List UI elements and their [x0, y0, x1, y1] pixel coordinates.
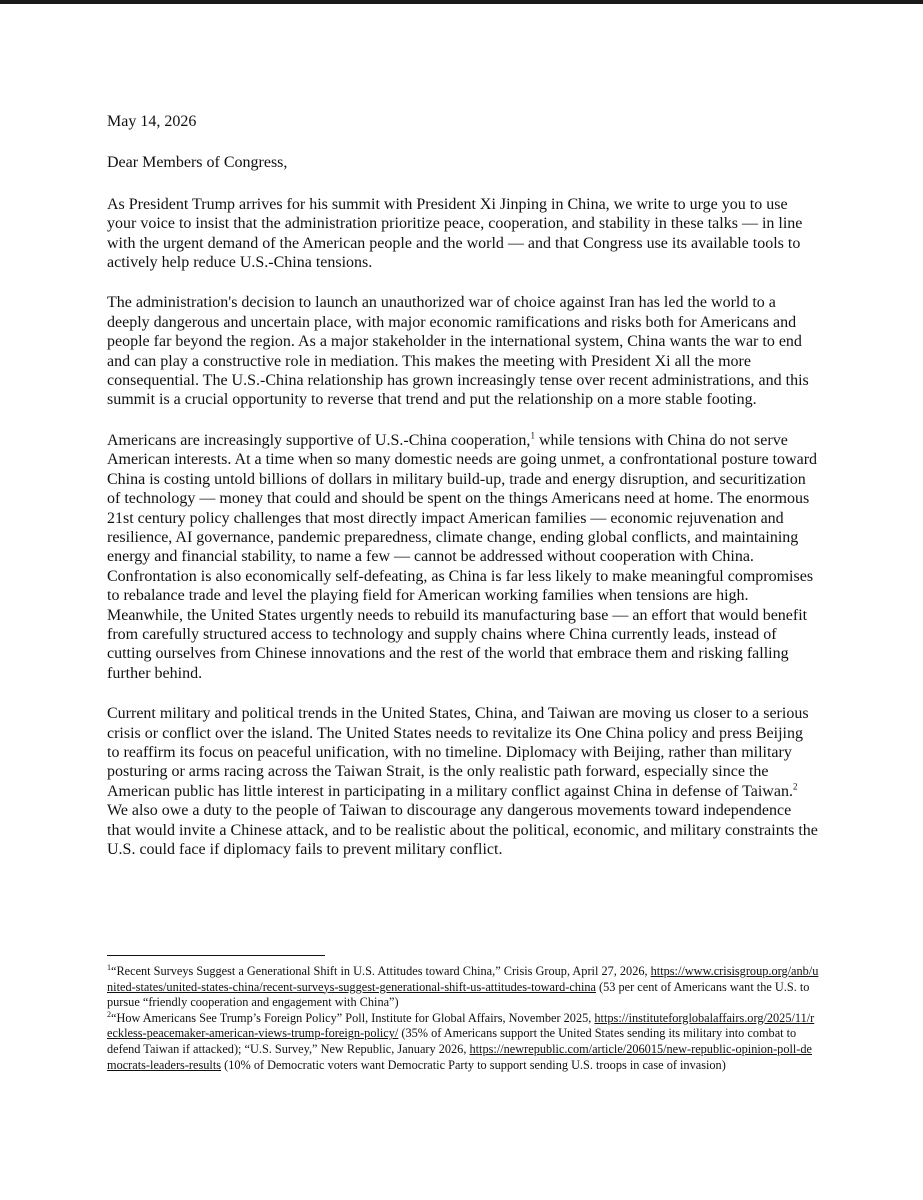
paragraph-iran-war: The administration's decision to launch an unauthorized war of choice against Iran has led the world to a deeply dangerous and uncertain place, with major economic ramifications and risks both for Americans and people far beyond the region. As a major stakeholder in the international system, China wants the war to end and can play a constructive role in mediation. This makes the meeting with President Xi all the more consequential. The U.S.-China relationship has grown increasingly tense over recent administrations, and this summit is a crucial opportunity to reverse that trend and put the relationship on a more stable footing. — [107, 294, 809, 409]
footnote-ref-2[interactable]: 2 — [792, 781, 798, 792]
footnote-ref-1[interactable]: 1 — [530, 430, 535, 441]
footnote-2-citation: “How Americans See Trump’s Foreign Policy” Poll, Institute for Global Affairs, November 2025, — [111, 1010, 592, 1025]
letter-date: May 14, 2026 — [107, 113, 197, 130]
paragraph-cooperation-text-b: while tensions with China do not serve American interests. At a time when so many domestic needs are going unmet, a confrontational posture toward China is costing untold billions of dollars in military build-up, trade and energy disruption, and securitization of technology — money that could and should be spent on the things Americans need at home. The enormous 21st century policy challenges that most directly impact American families — economic rejuvenation and resilience, AI governance, pandemic preparedness, climate change, ending global conflicts, and maintaining energy and financial stability, to name a few — cannot be addressed without cooperation with China. Confrontation is also economically self-defeating, as China is far less likely to make meaningful compromises to rebalance trade and level the playing field for American working families when tensions are high. Meanwhile, the United States urgently needs to rebuild its manufacturing base — an effort that would benefit from carefully structured access to technology and supply chains where China currently leads, instead of cutting ourselves from Chinese innovations and the rest of the world that embrace them and risking falling further behind. — [107, 431, 818, 682]
footnote-2 — [107, 1011, 819, 1073]
footnote-2-note-b: (10% of Democratic voters want Democratic Party to support sending U.S. troops in case of invasion) — [221, 1057, 726, 1072]
letter-salutation: Dear Members of Congress, — [107, 154, 288, 172]
paragraph-summit: As President Trump arrives for his summit with President Xi Jinping in China, we write to urge you to use your voice to insist that the administration prioritize peace, cooperation, and stability in these talks — in line with the urgent demand of the American people and the world — and that Congress use its available tools to actively help reduce U.S.-China tensions. — [107, 195, 803, 272]
footnotes-section — [107, 955, 819, 1073]
page-top-edge — [0, 0, 923, 4]
footnote-1-note: (53 per cent of Americans want the U.S. to pursue “friendly cooperation and engagement with China”) — [107, 979, 810, 1010]
footnote-2-link-a[interactable]: https://instituteforglobalaffairs.org/2025/11/reckless-peacemaker-american-views-trump-foreign-policy/ — [107, 1010, 815, 1041]
paragraph-cooperation — [107, 431, 819, 683]
footnote-2-note-a: (35% of Americans support the United States sending its military into combat to defend Taiwan if attacked); “U.S. Survey,” New Republic, January 2026, — [107, 1026, 797, 1056]
footnote-1-citation: “Recent Surveys Suggest a Generational Shift in U.S. Attitudes toward China,” Crisis Group, April 27, 2026, — [111, 964, 648, 978]
letter-body — [107, 112, 819, 880]
paragraph-taiwan — [107, 704, 819, 859]
footnote-1-link[interactable]: https://www.crisisgroup.org/anb/united-states/united-states-china/recent-surveys-suggest-generational-shift-us-attitudes-toward-china — [107, 964, 819, 994]
footnote-2-number: 2 — [107, 1009, 111, 1019]
footnote-divider — [107, 955, 325, 956]
footnote-1-number: 1 — [107, 962, 111, 972]
paragraph-cooperation-text-a: Americans are increasingly supportive of U.S.-China cooperation, — [107, 431, 531, 449]
footnote-1 — [107, 964, 819, 1011]
paragraph-taiwan-text-b: We also owe a duty to the people of Taiwan to discourage any dangerous movements toward independence that would invite a Chinese attack, and to be realistic about the political, economic, and military constraints the U.S. could face if diplomacy fails to prevent military conflict. — [107, 802, 818, 858]
paragraph-taiwan-text-a: Current military and political trends in the United States, China, and Taiwan are moving us closer to a serious crisis or conflict over the island. The United States needs to revitalize its One China policy and press Beijing to reaffirm its focus on peaceful unification, with no timeline. Diplomacy with Beijing, rather than military posturing or arms racing across the Taiwan Strait, is the only realistic path forward, especially since the American public has little interest in participating in a military conflict against China in defense of Taiwan. — [107, 705, 809, 800]
footnote-2-link-b[interactable]: https://newrepublic.com/article/206015/new-republic-opinion-poll-democrats-leaders-results — [107, 1041, 812, 1072]
